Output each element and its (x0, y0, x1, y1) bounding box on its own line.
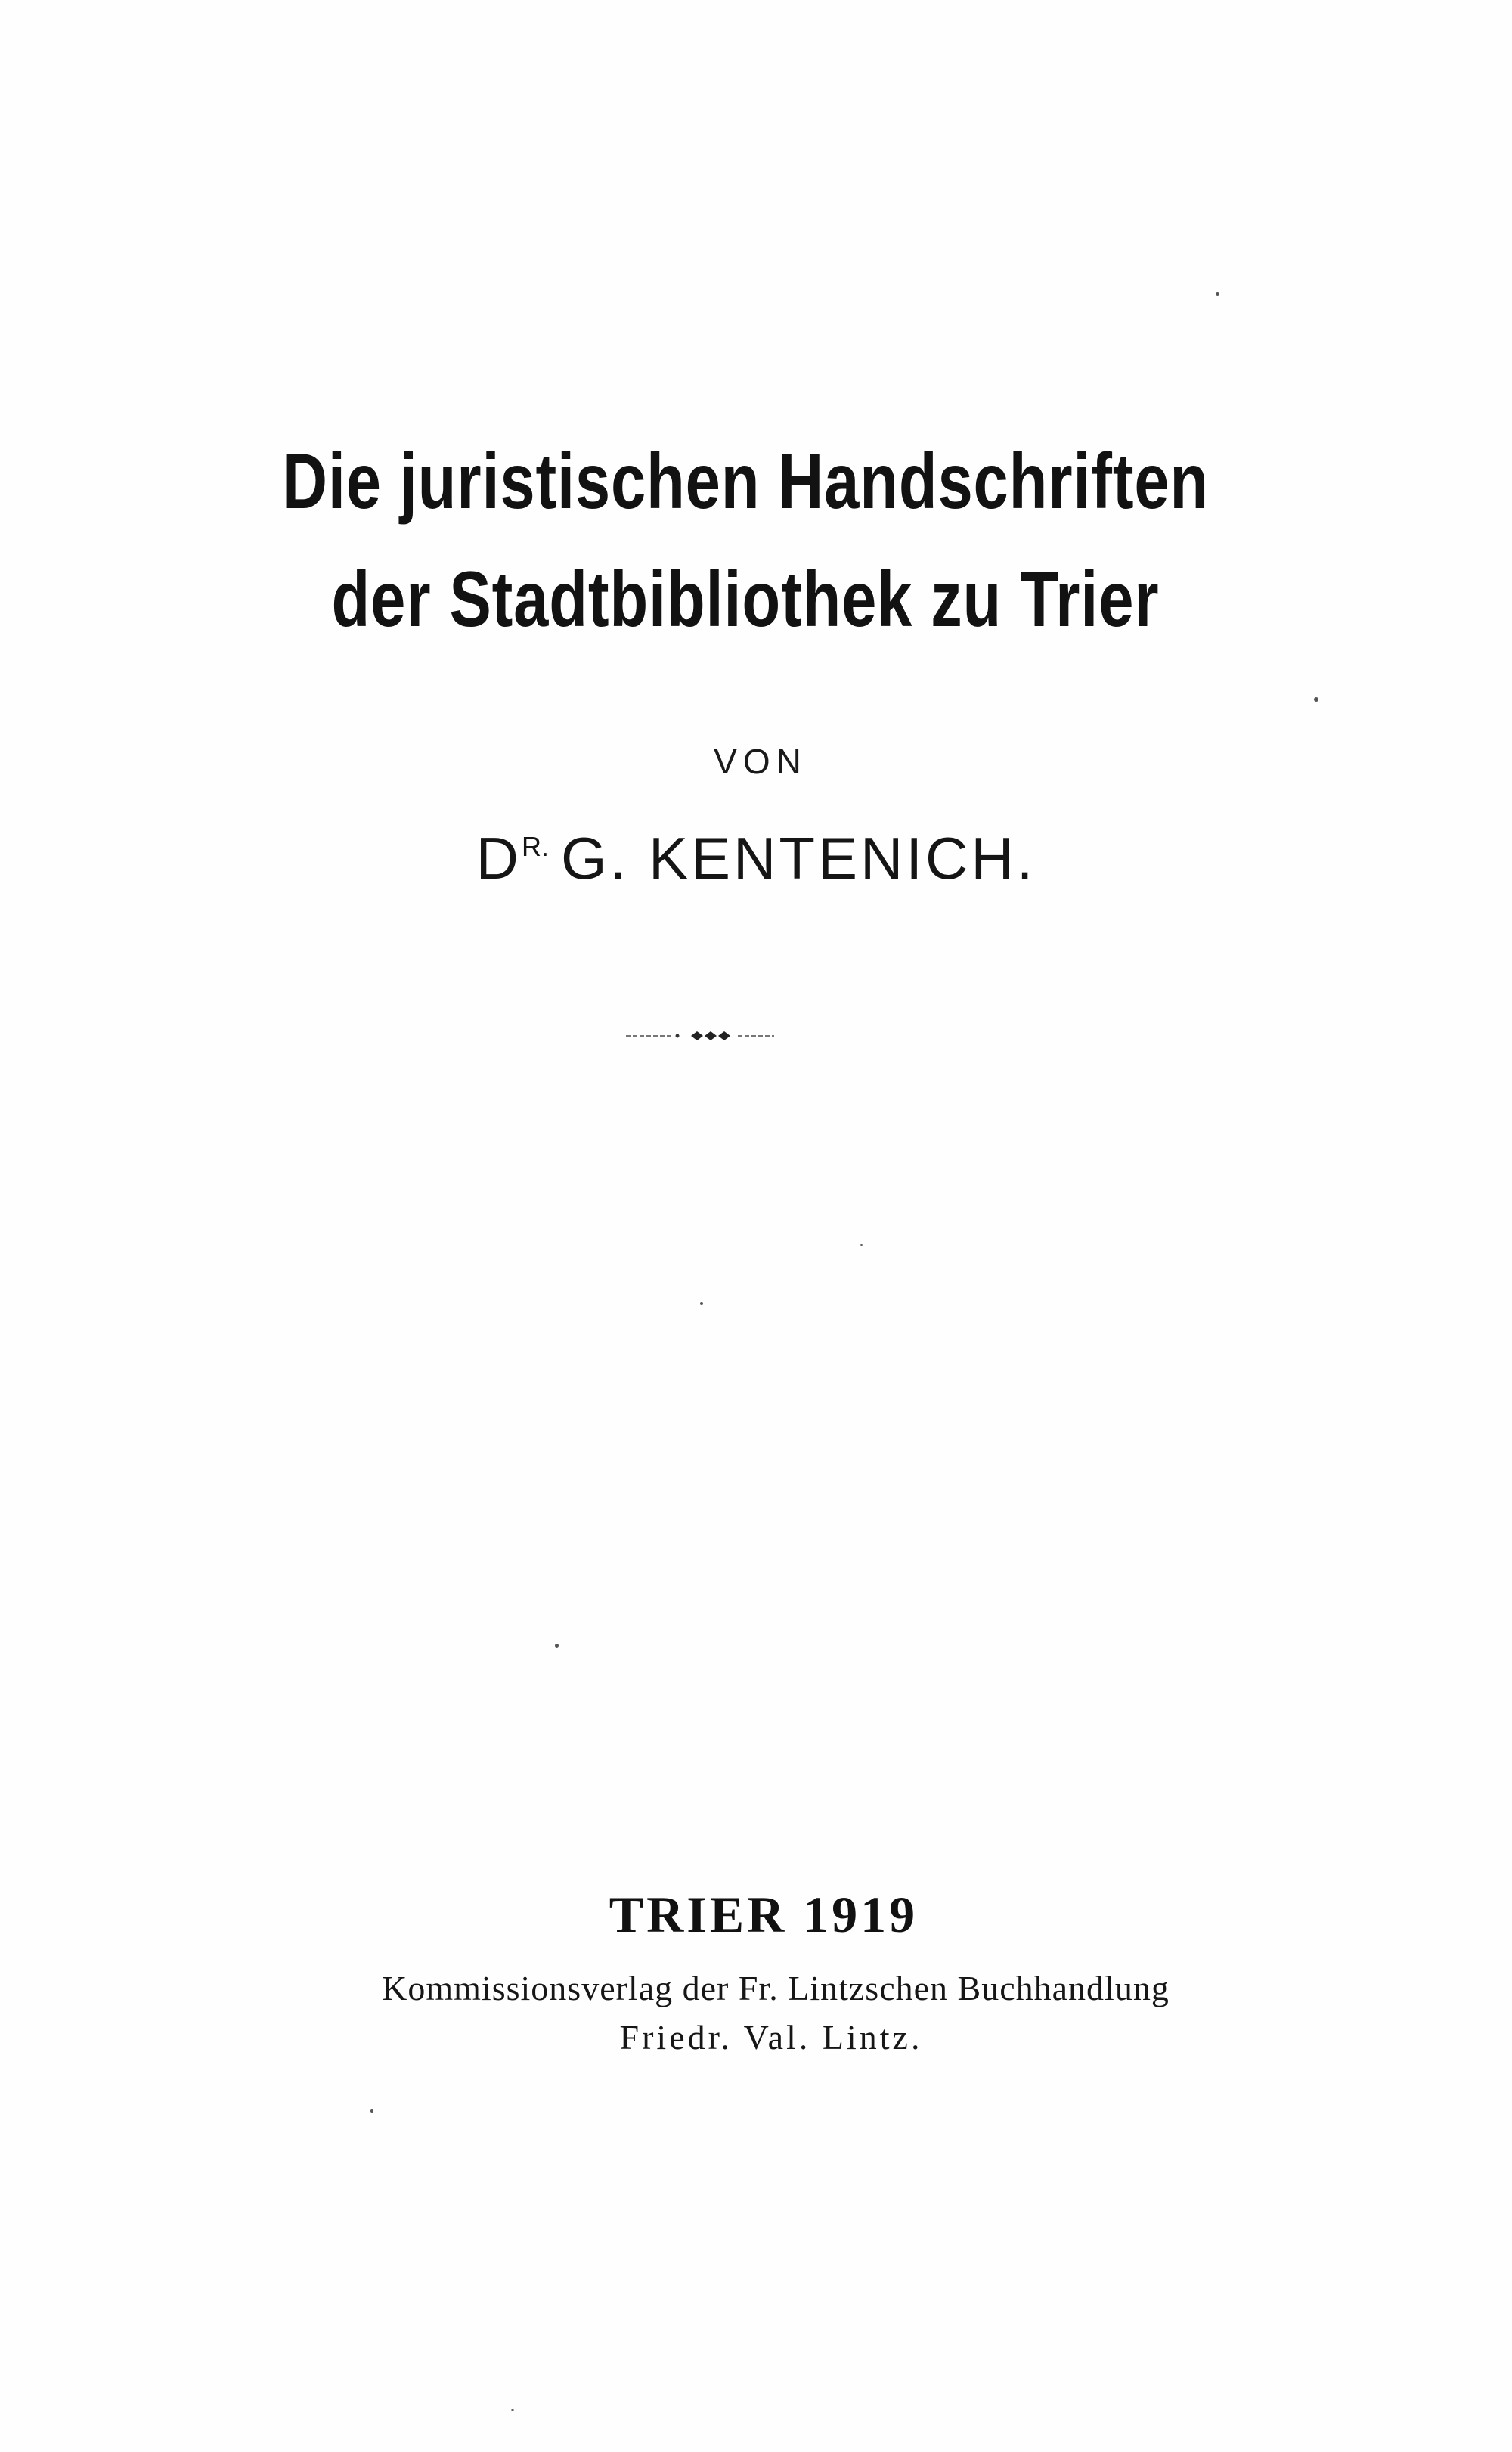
divider-ornament-icon (624, 1025, 776, 1047)
paper-speck (370, 2109, 373, 2113)
book-title-line-1: Die juristischen Handschriften (281, 438, 1210, 525)
paper-speck (860, 1244, 863, 1246)
author-title-superscript: R. (521, 831, 549, 862)
author-title-letter: D (476, 825, 522, 891)
author-name (0, 824, 1512, 893)
paper-speck (1216, 292, 1219, 296)
printer-line: Friedr. Val. Lintz. (619, 2018, 923, 2057)
paper-speck (700, 1302, 703, 1305)
book-title-line-2: der Stadtbibliothek zu Trier (331, 556, 1160, 643)
paper-speck (555, 1644, 559, 1648)
publisher-line: Kommissionsverlag der Fr. Lintzschen Buchhandlung (382, 1969, 1170, 2007)
author-full-name: G. KENTENICH. (560, 825, 1036, 891)
byline: VON (714, 742, 807, 781)
paper-speck (511, 2409, 514, 2411)
paper-speck (1314, 697, 1318, 702)
place-and-year: TRIER 1919 (609, 1886, 919, 1943)
